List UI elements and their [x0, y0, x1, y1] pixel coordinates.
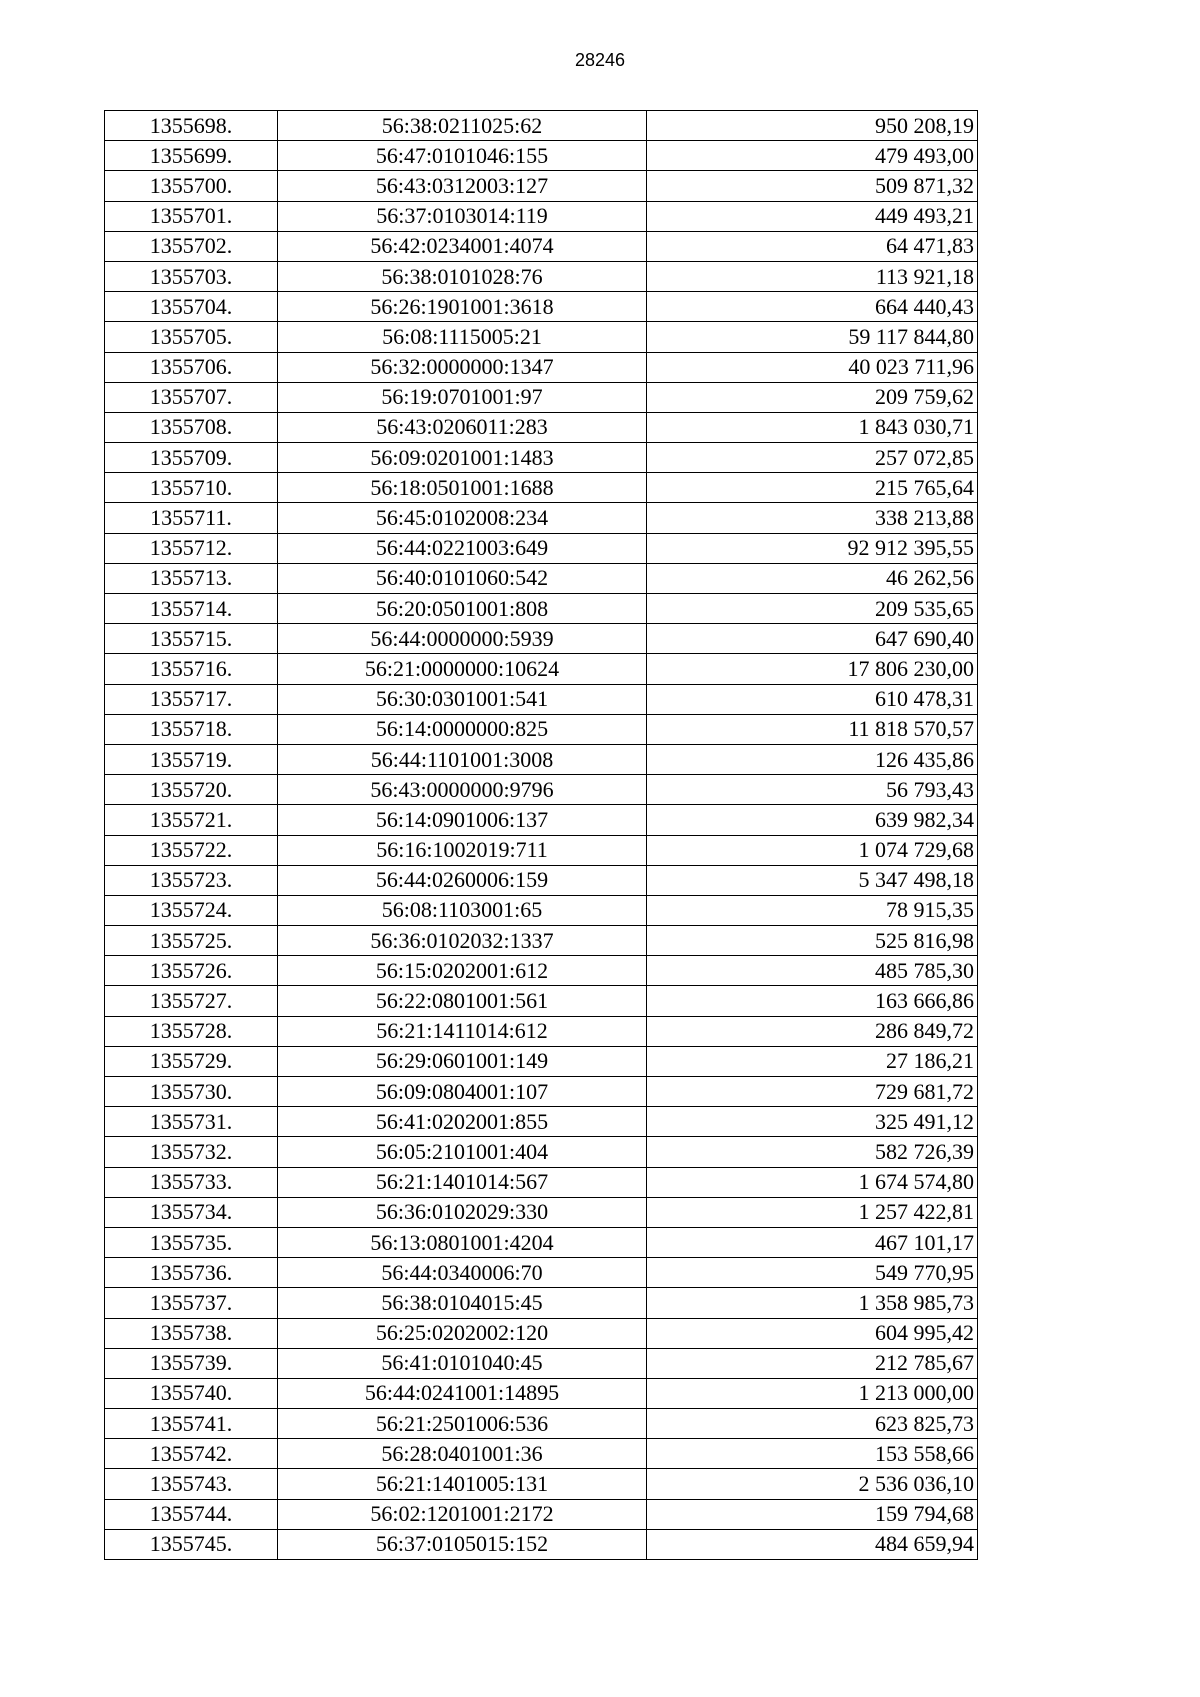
row-number-cell: 1355724.	[105, 895, 278, 925]
table-row	[105, 1469, 978, 1499]
cadastral-number-cell: 56:37:0103014:119	[278, 201, 647, 231]
row-number-cell: 1355730.	[105, 1077, 278, 1107]
registry-table-body	[105, 111, 978, 1560]
table-row	[105, 563, 978, 593]
cadastral-number-cell: 56:43:0312003:127	[278, 171, 647, 201]
row-number-cell: 1355701.	[105, 201, 278, 231]
cadastral-number-cell: 56:16:1002019:711	[278, 835, 647, 865]
table-row	[105, 1167, 978, 1197]
cadastral-number-cell: 56:45:0102008:234	[278, 503, 647, 533]
page-number: 28246	[574, 50, 626, 70]
row-number-cell: 1355721.	[105, 805, 278, 835]
row-number-cell: 1355739.	[105, 1348, 278, 1378]
table-row	[105, 1318, 978, 1348]
row-number-cell: 1355718.	[105, 714, 278, 744]
row-number-cell: 1355702.	[105, 231, 278, 261]
cadastral-number-cell: 56:30:0301001:541	[278, 684, 647, 714]
cadastral-number-cell: 56:41:0202001:855	[278, 1107, 647, 1137]
cadastral-number-cell: 56:38:0211025:62	[278, 111, 647, 141]
table-row	[105, 624, 978, 654]
value-cell: 212 785,67	[647, 1348, 978, 1378]
table-row	[105, 473, 978, 503]
row-number-cell: 1355720.	[105, 775, 278, 805]
value-cell: 509 871,32	[647, 171, 978, 201]
table-row	[105, 594, 978, 624]
value-cell: 623 825,73	[647, 1409, 978, 1439]
cadastral-number-cell: 56:15:0202001:612	[278, 956, 647, 986]
value-cell: 1 257 422,81	[647, 1197, 978, 1227]
cadastral-number-cell: 56:40:0101060:542	[278, 563, 647, 593]
cadastral-number-cell: 56:38:0104015:45	[278, 1288, 647, 1318]
cadastral-number-cell: 56:26:1901001:3618	[278, 292, 647, 322]
cadastral-number-cell: 56:21:1411014:612	[278, 1016, 647, 1046]
table-row	[105, 1227, 978, 1257]
row-number-cell: 1355705.	[105, 322, 278, 352]
cadastral-number-cell: 56:20:0501001:808	[278, 594, 647, 624]
row-number-cell: 1355733.	[105, 1167, 278, 1197]
row-number-cell: 1355715.	[105, 624, 278, 654]
value-cell: 1 674 574,80	[647, 1167, 978, 1197]
cadastral-number-cell: 56:36:0102032:1337	[278, 926, 647, 956]
cadastral-number-cell: 56:44:0340006:70	[278, 1258, 647, 1288]
value-cell: 257 072,85	[647, 443, 978, 473]
cadastral-number-cell: 56:18:0501001:1688	[278, 473, 647, 503]
row-number-cell: 1355714.	[105, 594, 278, 624]
table-row	[105, 1529, 978, 1559]
table-row	[105, 1378, 978, 1408]
value-cell: 40 023 711,96	[647, 352, 978, 382]
value-cell: 484 659,94	[647, 1529, 978, 1559]
table-row	[105, 503, 978, 533]
cadastral-number-cell: 56:44:0260006:159	[278, 865, 647, 895]
row-number-cell: 1355716.	[105, 654, 278, 684]
row-number-cell: 1355735.	[105, 1227, 278, 1257]
cadastral-number-cell: 56:44:0241001:14895	[278, 1378, 647, 1408]
table-row	[105, 654, 978, 684]
value-cell: 485 785,30	[647, 956, 978, 986]
cadastral-number-cell: 56:42:0234001:4074	[278, 231, 647, 261]
cadastral-number-cell: 56:21:2501006:536	[278, 1409, 647, 1439]
row-number-cell: 1355709.	[105, 443, 278, 473]
table-row	[105, 1258, 978, 1288]
row-number-cell: 1355740.	[105, 1378, 278, 1408]
value-cell: 1 213 000,00	[647, 1378, 978, 1408]
cadastral-number-cell: 56:02:1201001:2172	[278, 1499, 647, 1529]
row-number-cell: 1355728.	[105, 1016, 278, 1046]
row-number-cell: 1355712.	[105, 533, 278, 563]
table-row	[105, 895, 978, 925]
cadastral-number-cell: 56:21:0000000:10624	[278, 654, 647, 684]
table-row	[105, 533, 978, 563]
row-number-cell: 1355737.	[105, 1288, 278, 1318]
row-number-cell: 1355719.	[105, 744, 278, 774]
row-number-cell: 1355713.	[105, 563, 278, 593]
value-cell: 325 491,12	[647, 1107, 978, 1137]
value-cell: 153 558,66	[647, 1439, 978, 1469]
row-number-cell: 1355727.	[105, 986, 278, 1016]
table-row	[105, 171, 978, 201]
value-cell: 647 690,40	[647, 624, 978, 654]
cadastral-number-cell: 56:14:0000000:825	[278, 714, 647, 744]
value-cell: 582 726,39	[647, 1137, 978, 1167]
cadastral-number-cell: 56:36:0102029:330	[278, 1197, 647, 1227]
value-cell: 604 995,42	[647, 1318, 978, 1348]
row-number-cell: 1355725.	[105, 926, 278, 956]
row-number-cell: 1355710.	[105, 473, 278, 503]
row-number-cell: 1355700.	[105, 171, 278, 201]
table-row	[105, 412, 978, 442]
value-cell: 950 208,19	[647, 111, 978, 141]
table-row	[105, 1016, 978, 1046]
row-number-cell: 1355707.	[105, 382, 278, 412]
table-row	[105, 1499, 978, 1529]
table-row	[105, 322, 978, 352]
row-number-cell: 1355704.	[105, 292, 278, 322]
table-row	[105, 111, 978, 141]
value-cell: 78 915,35	[647, 895, 978, 925]
value-cell: 549 770,95	[647, 1258, 978, 1288]
value-cell: 664 440,43	[647, 292, 978, 322]
value-cell: 467 101,17	[647, 1227, 978, 1257]
row-number-cell: 1355726.	[105, 956, 278, 986]
row-number-cell: 1355743.	[105, 1469, 278, 1499]
table-row	[105, 775, 978, 805]
cadastral-number-cell: 56:13:0801001:4204	[278, 1227, 647, 1257]
cadastral-number-cell: 56:21:1401014:567	[278, 1167, 647, 1197]
value-cell: 46 262,56	[647, 563, 978, 593]
value-cell: 479 493,00	[647, 141, 978, 171]
row-number-cell: 1355723.	[105, 865, 278, 895]
table-row	[105, 1197, 978, 1227]
value-cell: 525 816,98	[647, 926, 978, 956]
value-cell: 1 843 030,71	[647, 412, 978, 442]
table-row	[105, 231, 978, 261]
table-row	[105, 141, 978, 171]
value-cell: 338 213,88	[647, 503, 978, 533]
value-cell: 159 794,68	[647, 1499, 978, 1529]
value-cell: 449 493,21	[647, 201, 978, 231]
value-cell: 5 347 498,18	[647, 865, 978, 895]
table-row	[105, 443, 978, 473]
registry-table	[104, 110, 978, 1560]
cadastral-number-cell: 56:19:0701001:97	[278, 382, 647, 412]
cadastral-number-cell: 56:08:1103001:65	[278, 895, 647, 925]
row-number-cell: 1355745.	[105, 1529, 278, 1559]
row-number-cell: 1355711.	[105, 503, 278, 533]
cadastral-number-cell: 56:44:0000000:5939	[278, 624, 647, 654]
row-number-cell: 1355742.	[105, 1439, 278, 1469]
row-number-cell: 1355699.	[105, 141, 278, 171]
value-cell: 126 435,86	[647, 744, 978, 774]
table-row	[105, 835, 978, 865]
row-number-cell: 1355734.	[105, 1197, 278, 1227]
table-row	[105, 865, 978, 895]
table-row	[105, 1046, 978, 1076]
value-cell: 27 186,21	[647, 1046, 978, 1076]
row-number-cell: 1355698.	[105, 111, 278, 141]
value-cell: 163 666,86	[647, 986, 978, 1016]
row-number-cell: 1355708.	[105, 412, 278, 442]
cadastral-number-cell: 56:22:0801001:561	[278, 986, 647, 1016]
table-row	[105, 714, 978, 744]
row-number-cell: 1355706.	[105, 352, 278, 382]
table-row	[105, 926, 978, 956]
table-row	[105, 201, 978, 231]
cadastral-number-cell: 56:28:0401001:36	[278, 1439, 647, 1469]
row-number-cell: 1355729.	[105, 1046, 278, 1076]
value-cell: 92 912 395,55	[647, 533, 978, 563]
cadastral-number-cell: 56:08:1115005:21	[278, 322, 647, 352]
table-row	[105, 956, 978, 986]
value-cell: 11 818 570,57	[647, 714, 978, 744]
value-cell: 1 358 985,73	[647, 1288, 978, 1318]
row-number-cell: 1355731.	[105, 1107, 278, 1137]
value-cell: 1 074 729,68	[647, 835, 978, 865]
table-row	[105, 1288, 978, 1318]
table-row	[105, 1439, 978, 1469]
cadastral-number-cell: 56:21:1401005:131	[278, 1469, 647, 1499]
value-cell: 56 793,43	[647, 775, 978, 805]
value-cell: 59 117 844,80	[647, 322, 978, 352]
table-row	[105, 805, 978, 835]
table-row	[105, 1107, 978, 1137]
table-row	[105, 261, 978, 291]
row-number-cell: 1355717.	[105, 684, 278, 714]
cadastral-number-cell: 56:25:0202002:120	[278, 1318, 647, 1348]
cadastral-number-cell: 56:05:2101001:404	[278, 1137, 647, 1167]
table-row	[105, 1348, 978, 1378]
table-row	[105, 684, 978, 714]
table-row	[105, 1137, 978, 1167]
table-row	[105, 382, 978, 412]
value-cell: 610 478,31	[647, 684, 978, 714]
cadastral-number-cell: 56:32:0000000:1347	[278, 352, 647, 382]
row-number-cell: 1355736.	[105, 1258, 278, 1288]
cadastral-number-cell: 56:09:0804001:107	[278, 1077, 647, 1107]
cadastral-number-cell: 56:37:0105015:152	[278, 1529, 647, 1559]
cadastral-number-cell: 56:43:0000000:9796	[278, 775, 647, 805]
table-row	[105, 292, 978, 322]
row-number-cell: 1355744.	[105, 1499, 278, 1529]
cadastral-number-cell: 56:41:0101040:45	[278, 1348, 647, 1378]
value-cell: 17 806 230,00	[647, 654, 978, 684]
row-number-cell: 1355741.	[105, 1409, 278, 1439]
table-row	[105, 1077, 978, 1107]
cadastral-number-cell: 56:44:0221003:649	[278, 533, 647, 563]
row-number-cell: 1355722.	[105, 835, 278, 865]
table-row	[105, 352, 978, 382]
cadastral-number-cell: 56:14:0901006:137	[278, 805, 647, 835]
cadastral-number-cell: 56:09:0201001:1483	[278, 443, 647, 473]
value-cell: 64 471,83	[647, 231, 978, 261]
value-cell: 113 921,18	[647, 261, 978, 291]
row-number-cell: 1355732.	[105, 1137, 278, 1167]
table-row	[105, 986, 978, 1016]
value-cell: 215 765,64	[647, 473, 978, 503]
cadastral-number-cell: 56:43:0206011:283	[278, 412, 647, 442]
cadastral-number-cell: 56:38:0101028:76	[278, 261, 647, 291]
cadastral-number-cell: 56:29:0601001:149	[278, 1046, 647, 1076]
row-number-cell: 1355703.	[105, 261, 278, 291]
row-number-cell: 1355738.	[105, 1318, 278, 1348]
table-row	[105, 1409, 978, 1439]
cadastral-number-cell: 56:47:0101046:155	[278, 141, 647, 171]
value-cell: 639 982,34	[647, 805, 978, 835]
value-cell: 2 536 036,10	[647, 1469, 978, 1499]
value-cell: 729 681,72	[647, 1077, 978, 1107]
table-row	[105, 744, 978, 774]
value-cell: 286 849,72	[647, 1016, 978, 1046]
value-cell: 209 759,62	[647, 382, 978, 412]
value-cell: 209 535,65	[647, 594, 978, 624]
cadastral-number-cell: 56:44:1101001:3008	[278, 744, 647, 774]
